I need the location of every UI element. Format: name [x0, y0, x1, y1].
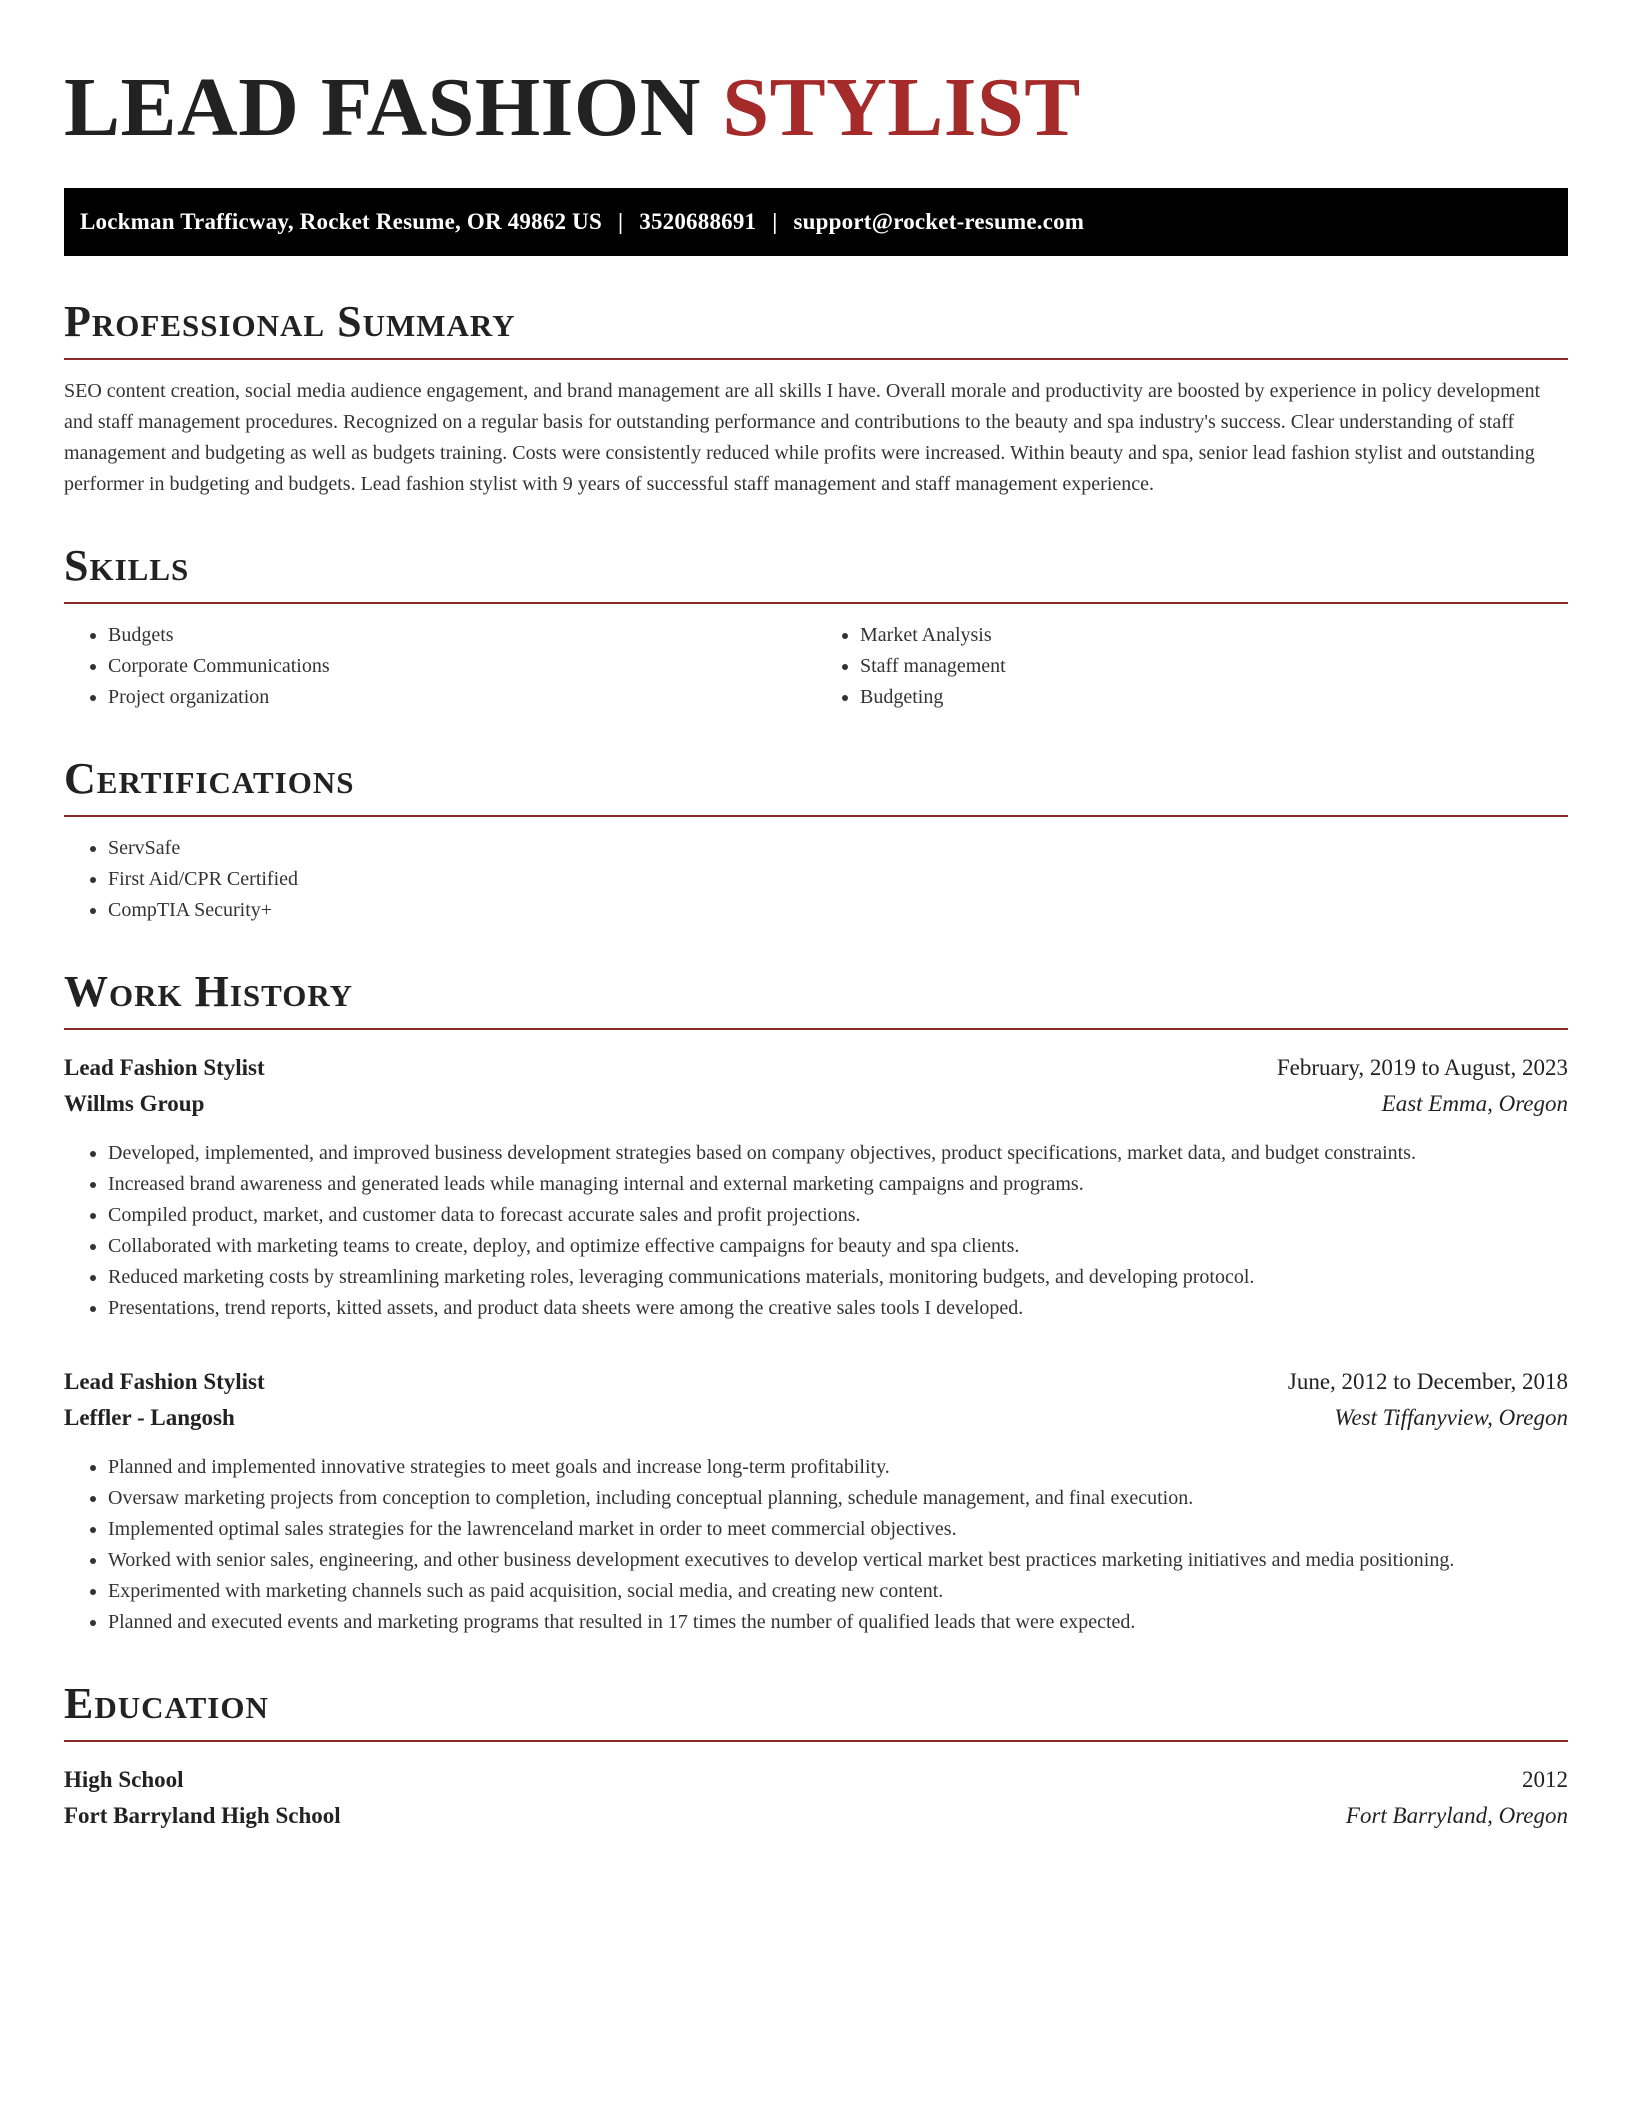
- education-heading: Education: [64, 1682, 1568, 1742]
- education-school-row: [64, 1798, 1568, 1834]
- education-school: Fort Barryland High School: [64, 1803, 341, 1828]
- job-bullet: • Developed, implemented, and improved business development strategies based on company objectives, product specifications, market data, and budget constraints.: [108, 1138, 1568, 1169]
- job-bullet: • Planned and implemented innovative strategies to meet goals and increase long-term profitability.: [108, 1452, 1568, 1483]
- skill-item: • Market Analysis: [860, 620, 1568, 651]
- skills-list-left: [64, 620, 816, 713]
- job-dates: June, 2012 to December, 2018: [1287, 1369, 1568, 1394]
- job-bullet: • Presentations, trend reports, kitted assets, and product data sheets were among the creative sales tools I developed.: [108, 1293, 1568, 1324]
- education-section: [64, 1679, 1568, 1834]
- certification-item: • First Aid/CPR Certified: [108, 864, 1568, 895]
- job-company-row: [64, 1086, 1568, 1122]
- certifications-heading: Certifications: [64, 757, 1568, 817]
- contact-email: support@rocket-resume.com: [793, 209, 1085, 234]
- job-bullet: • Planned and executed events and marketing programs that resulted in 17 times the number of qualified leads that were expected.: [108, 1607, 1568, 1638]
- job-title: Lead Fashion Stylist: [64, 1055, 265, 1080]
- job-bullet: • Implemented optimal sales strategies for the lawrenceland market in order to meet commercial objectives.: [108, 1514, 1568, 1545]
- job-company: Leffler - Langosh: [64, 1405, 235, 1430]
- certifications-section: [64, 754, 1568, 926]
- education-entry: [64, 1762, 1568, 1834]
- job-bullet: • Oversaw marketing projects from conception to completion, including conceptual planning, schedule management, and final execution.: [108, 1483, 1568, 1514]
- title-accent: STYLIST: [722, 61, 1081, 154]
- skill-item: • Project organization: [108, 682, 816, 713]
- job-bullets: [64, 1138, 1568, 1324]
- title-main: LEAD FASHION: [64, 61, 701, 154]
- job-bullet: • Reduced marketing costs by streamlining marketing roles, leveraging communications materials, monitoring budgets, and developing protocol.: [108, 1262, 1568, 1293]
- summary-section: [64, 297, 1568, 500]
- skill-item: • Budgets: [108, 620, 816, 651]
- certifications-list: [64, 833, 1568, 926]
- job-bullet: • Increased brand awareness and generated leads while managing internal and external marketing campaigns and programs.: [108, 1169, 1568, 1200]
- job-bullets: [64, 1452, 1568, 1638]
- job-bullet: • Compiled product, market, and customer data to forecast accurate sales and profit projections.: [108, 1200, 1568, 1231]
- contact-separator: |: [617, 209, 624, 234]
- job-header-row: [64, 1050, 1568, 1086]
- skill-item: • Corporate Communications: [108, 651, 816, 682]
- job-header-row: [64, 1364, 1568, 1400]
- job-bullet: • Worked with senior sales, engineering, and other business development executives to develop vertical market best practices marketing initiatives and media positioning.: [108, 1545, 1568, 1576]
- education-header-row: [64, 1762, 1568, 1798]
- contact-separator: |: [772, 209, 778, 234]
- summary-text: SEO content creation, social media audience engagement, and brand management are all skills I have. Overall morale and productivity are boosted by experience in policy development and staff management procedures. Recognized on a regular basis for outstanding performance and contributions to the beauty and spa industry's success. Clear understanding of staff management and budgeting as well as budgets training. Costs were consistently reduced while profits were increased. Within beauty and spa, senior lead fashion stylist and outstanding performer in budgeting and budgets. Lead fashion stylist with 9 years of successful staff management and staff management experience.: [64, 380, 1541, 495]
- summary-heading: Professional Summary: [64, 300, 1568, 360]
- education-location: Fort Barryland, Oregon: [1345, 1803, 1568, 1828]
- skills-grid: [64, 604, 1568, 713]
- job-dates: February, 2019 to August, 2023: [1276, 1055, 1568, 1080]
- certification-item: • CompTIA Security+: [108, 895, 1568, 926]
- resume-title: [64, 56, 1568, 154]
- job-bullet: • Collaborated with marketing teams to create, deploy, and optimize effective campaigns for beauty and spa clients.: [108, 1231, 1568, 1262]
- job-company: Willms Group: [64, 1091, 205, 1116]
- skill-item: • Budgeting: [860, 682, 1568, 713]
- education-year: 2012: [1522, 1767, 1568, 1792]
- education-degree: High School: [64, 1767, 184, 1792]
- job-bullet: • Experimented with marketing channels such as paid acquisition, social media, and creating new content.: [108, 1576, 1568, 1607]
- skills-list-right: [816, 620, 1568, 713]
- contact-bar: [64, 188, 1568, 256]
- contact-address: Lockman Trafficway, Rocket Resume, OR 49862 US: [80, 209, 602, 234]
- job-title: Lead Fashion Stylist: [64, 1369, 265, 1394]
- job-entry: [64, 1050, 1568, 1324]
- work-history-section: [64, 967, 1568, 1638]
- job-company-row: [64, 1400, 1568, 1436]
- job-location: West Tiffanyview, Oregon: [1334, 1405, 1568, 1430]
- job-location: East Emma, Oregon: [1381, 1091, 1568, 1116]
- work-history-heading: Work History: [64, 970, 1568, 1030]
- certification-item: • ServSafe: [108, 833, 1568, 864]
- contact-phone: 3520688691: [639, 209, 757, 234]
- job-entry: [64, 1364, 1568, 1638]
- skills-heading: Skills: [64, 544, 1568, 604]
- skills-section: [64, 541, 1568, 713]
- skill-item: • Staff management: [860, 651, 1568, 682]
